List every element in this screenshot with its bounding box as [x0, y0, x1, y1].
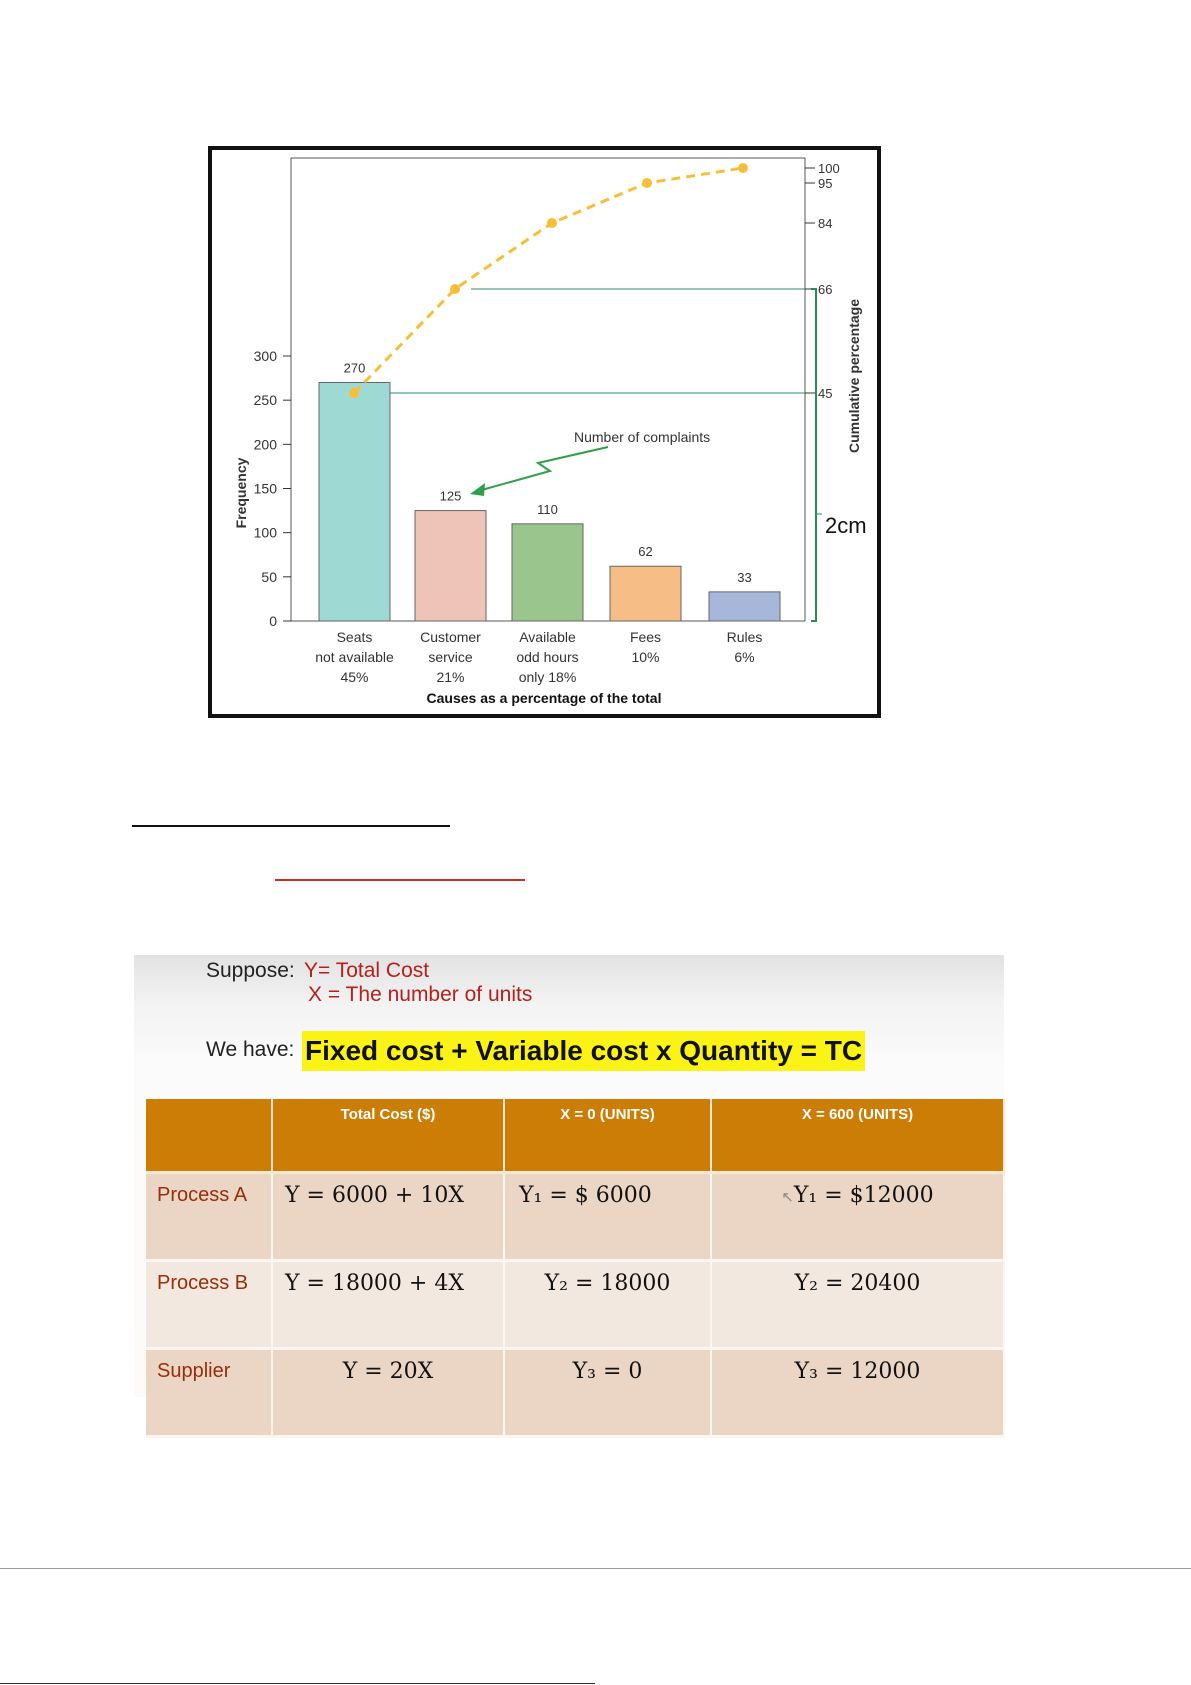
annotation-arrow [478, 447, 608, 491]
suppose-label: Suppose: [206, 959, 295, 982]
bar [319, 383, 390, 622]
cumulative-point [450, 284, 460, 294]
bar [709, 592, 780, 621]
category-label-line: 6% [734, 649, 755, 665]
y-tick-label: 50 [261, 568, 277, 585]
cumulative-point [349, 388, 359, 398]
table-row [146, 1349, 1004, 1437]
category-label-line: Rules [726, 629, 763, 645]
total-cost-equation: Y = 20X [272, 1349, 504, 1437]
scale-bracket [811, 289, 816, 621]
cumulative-line [354, 168, 743, 393]
category-label-line: Available [519, 629, 576, 645]
cost-formula-highlight: Fixed cost + Variable cost x Quantity = TC [302, 1031, 865, 1071]
y2-tick-label: 100 [818, 161, 840, 176]
bar [415, 511, 486, 621]
category-label-line: Customer [420, 629, 481, 645]
pareto-chart [208, 146, 881, 718]
category-label-line: Fees [629, 629, 662, 645]
category-label [516, 629, 578, 685]
table-row [146, 1173, 1004, 1261]
header-x-zero: X = 0 (UNITS) [504, 1099, 711, 1173]
footer-divider [0, 1568, 1191, 1569]
bar-value-label: 270 [343, 360, 366, 376]
cost-at-zero: Y₁ = $ 6000 [504, 1173, 711, 1261]
cost-at-600: Y₃ = 12000 [711, 1349, 1004, 1437]
category-label-line: not available [315, 649, 394, 665]
y-axis-title: Frequency [233, 457, 249, 529]
y-tick-label: 300 [253, 348, 277, 364]
heading-underline-black [132, 825, 450, 827]
category-label [727, 629, 763, 665]
category-label-line: service [428, 649, 473, 665]
category-label-line: Seats [336, 629, 373, 645]
we-have-label: We have: [206, 1038, 295, 1061]
category-label-line: 10% [631, 649, 660, 665]
category-label-line: only 18% [518, 669, 577, 685]
header-x-600: X = 600 (UNITS) [711, 1099, 1004, 1173]
y-tick-label: 200 [253, 436, 277, 453]
table-row [146, 1261, 1004, 1349]
y2-axis-title: Cumulative percentage [846, 298, 862, 454]
total-cost-equation: Y = 18000 + 4X [272, 1261, 504, 1349]
y-tick-label: 250 [253, 392, 277, 409]
category-label [420, 629, 481, 685]
cost-at-zero: Y₂ = 18000 [504, 1261, 711, 1349]
category-label-line: 45% [340, 669, 369, 685]
category-label-line: 21% [436, 669, 465, 685]
annotation-number-of-complaints: Number of complaints [574, 429, 711, 445]
table-header-row [146, 1099, 1004, 1173]
pareto-chart-frame [208, 146, 881, 718]
y-tick-label: 150 [253, 480, 277, 497]
cumulative-point [547, 218, 557, 228]
x-axis-title: Causes as a percentage of the total [426, 690, 662, 706]
y2-tick-label: 66 [818, 282, 833, 297]
heading-underline-red [275, 879, 525, 881]
category-label [315, 629, 394, 685]
y2-tick-label: 45 [818, 386, 833, 401]
total-cost-equation: Y = 6000 + 10X [272, 1173, 504, 1261]
bar [610, 566, 681, 621]
side-note-2cm: 2cm [825, 513, 867, 538]
cumulative-point [642, 178, 652, 188]
bar-value-label: 33 [737, 569, 752, 585]
y2-tick-label: 84 [818, 216, 833, 231]
annotation-arrow-head [470, 483, 485, 496]
mouse-cursor-icon: ↖ [781, 1188, 794, 1206]
bar-value-label: 110 [537, 501, 558, 517]
bar-value-label: 125 [439, 488, 462, 504]
cost-at-zero: Y₃ = 0 [504, 1349, 711, 1437]
footnote-rule [0, 1683, 595, 1684]
process-name: Process A [146, 1173, 272, 1261]
cost-slide [134, 955, 1004, 1397]
y-tick-label: 0 [269, 613, 277, 629]
y-tick-label: 100 [253, 524, 277, 541]
cumulative-point [738, 163, 748, 173]
y-definition: Y= Total Cost [304, 959, 430, 982]
x-definition: X = The number of units [308, 983, 533, 1006]
cost-table [146, 1099, 1005, 1438]
cost-at-600: ↖Y₁ = $12000 [711, 1173, 1004, 1261]
process-name: Supplier [146, 1349, 272, 1437]
header-total-cost: Total Cost ($) [272, 1099, 504, 1173]
header-process [146, 1099, 272, 1173]
bar-value-label: 62 [638, 544, 653, 560]
y2-tick-label: 95 [818, 176, 833, 191]
category-label-line: odd hours [516, 649, 579, 665]
cost-at-600: Y₂ = 20400 [711, 1261, 1004, 1349]
process-name: Process B [146, 1261, 272, 1349]
category-label [630, 629, 661, 665]
bar [512, 524, 583, 621]
